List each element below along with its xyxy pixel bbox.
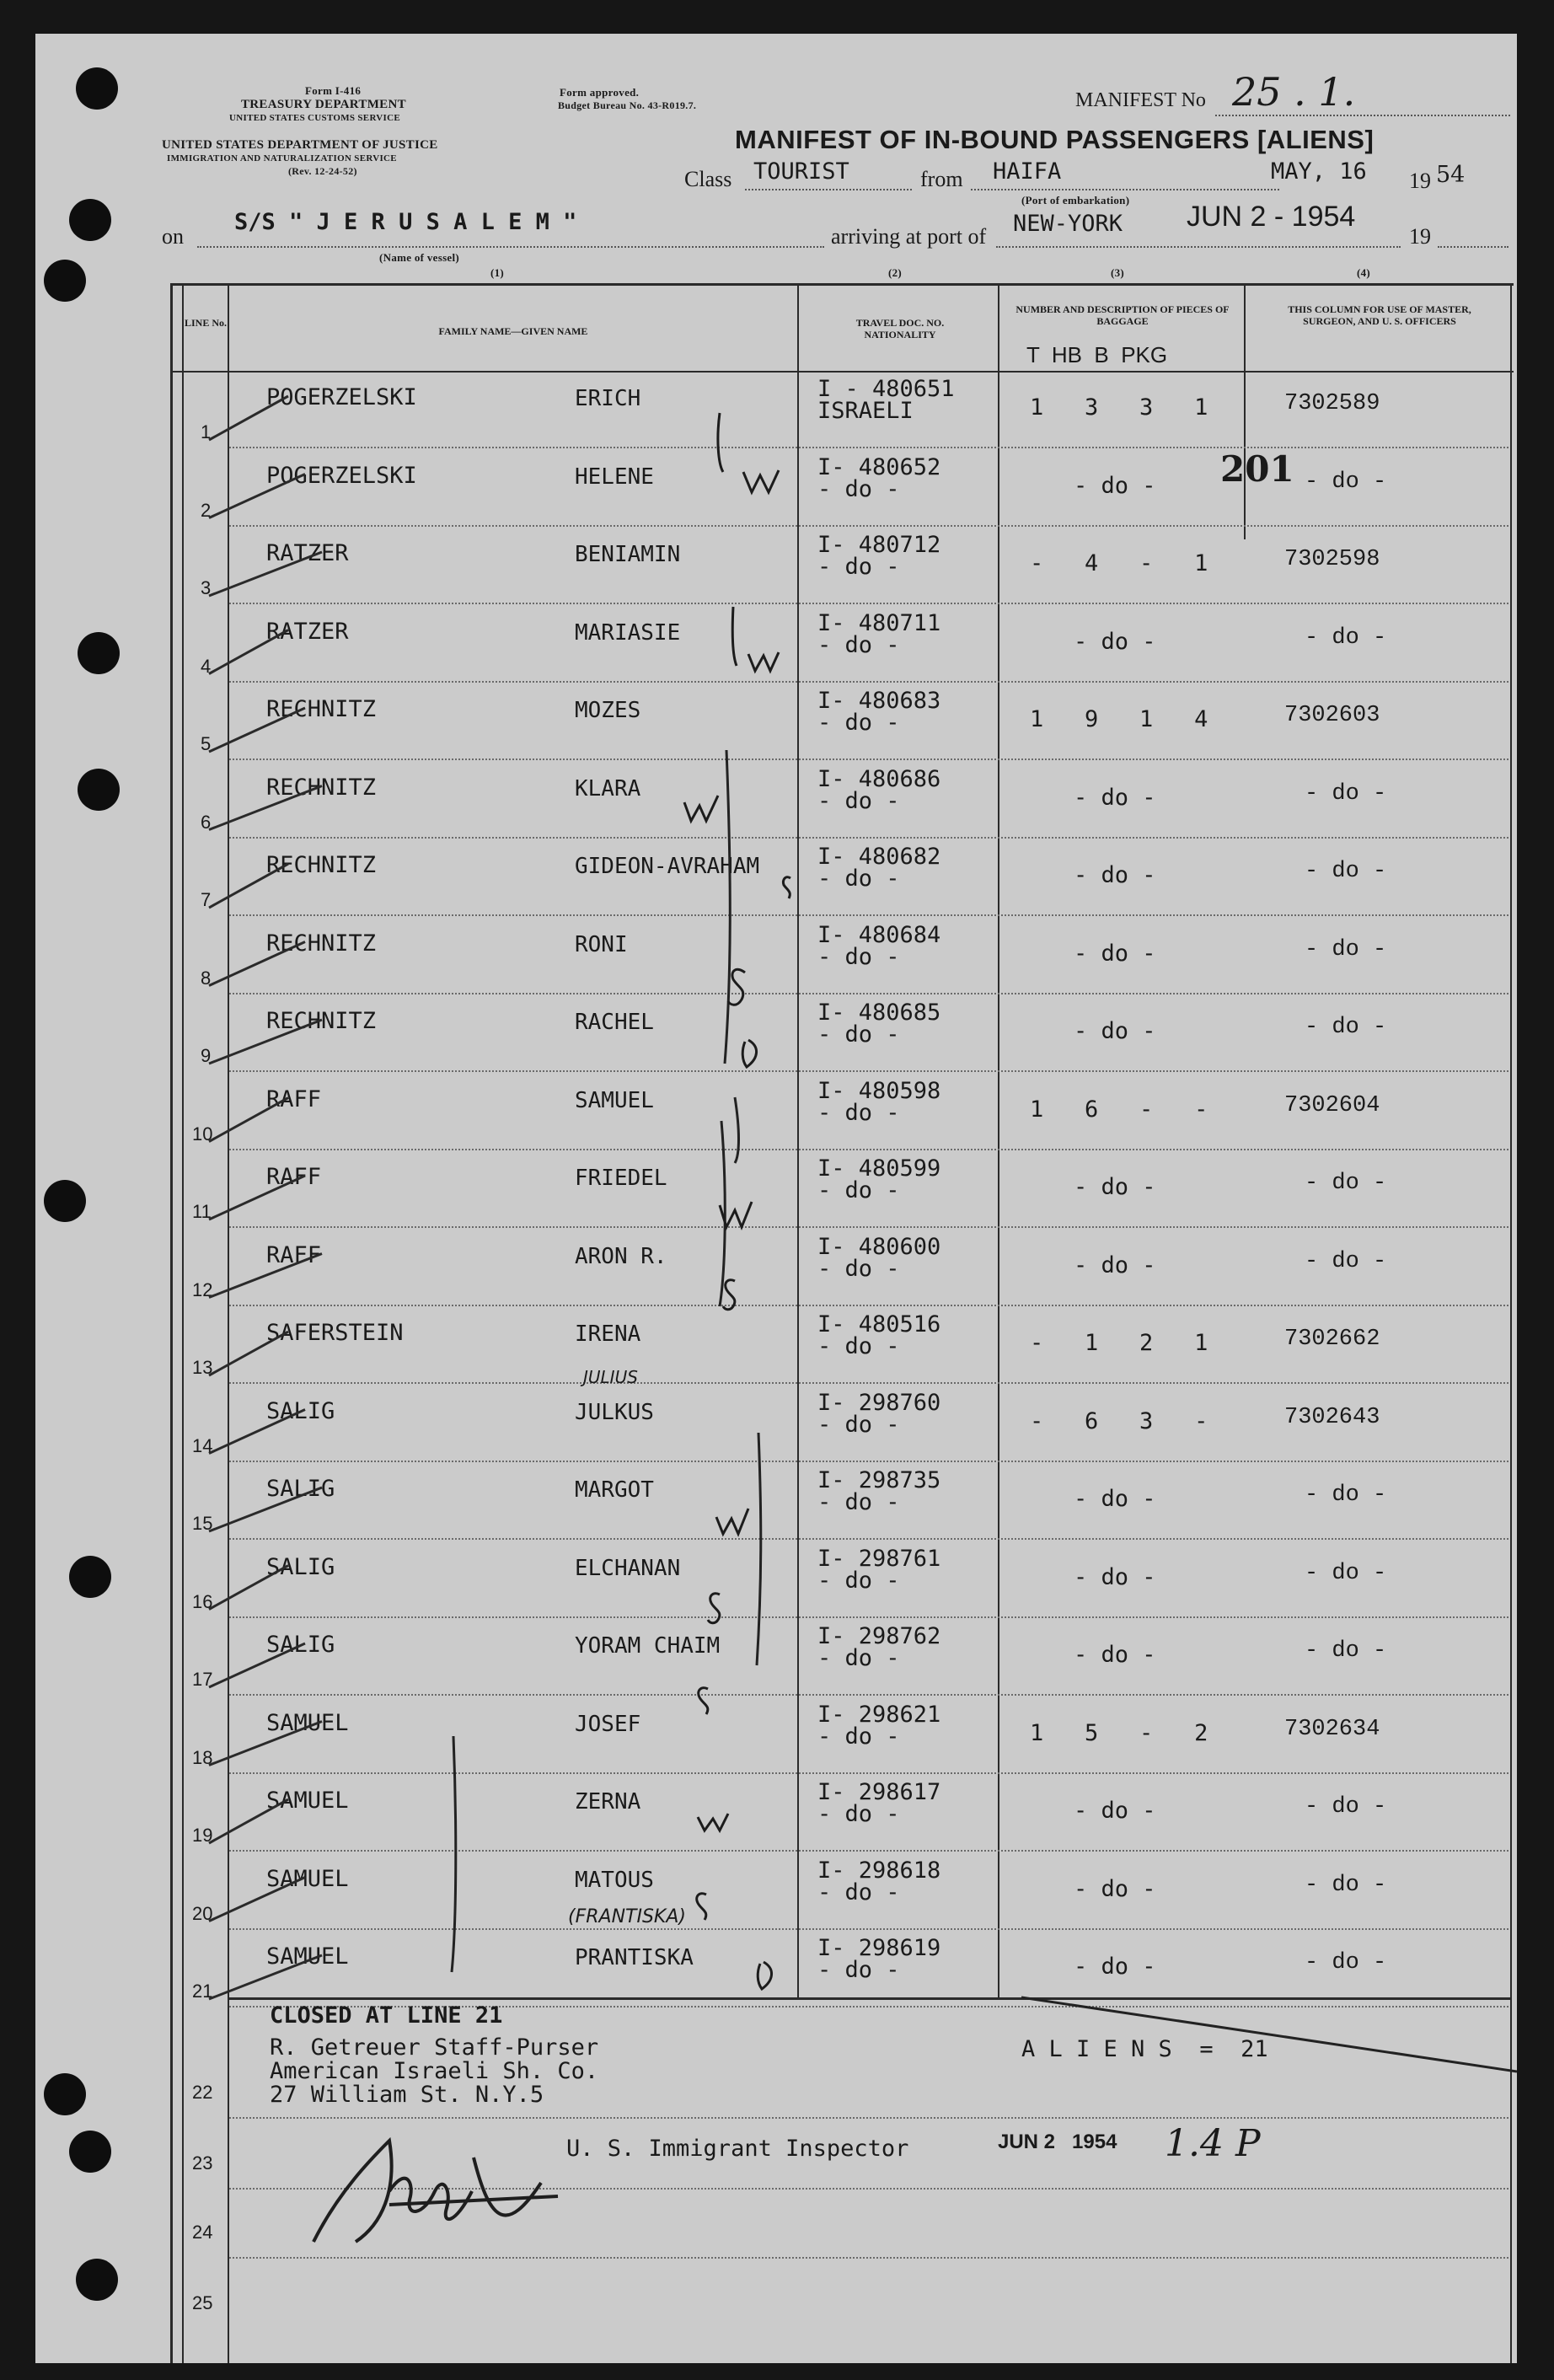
row-given-name: MARGOT bbox=[575, 1477, 654, 1503]
row-officer-number: 7302589 bbox=[1284, 391, 1380, 416]
row-given-name: PRANTISKA bbox=[575, 1945, 694, 1970]
row-line-number: 2 bbox=[201, 499, 212, 521]
row-line-number: 18 bbox=[192, 1746, 213, 1768]
row-given-name: HELENE bbox=[575, 464, 654, 490]
page-title: MANIFEST OF IN-BOUND PASSENGERS [ALIENS] bbox=[735, 125, 1374, 154]
row-given-name: ELCHANAN bbox=[575, 1555, 681, 1581]
row-travel-doc: I- 298618 bbox=[817, 1857, 941, 1884]
row-nationality: - do - bbox=[817, 554, 900, 580]
ins-label: IMMIGRATION AND NATURALIZATION SERVICE bbox=[167, 153, 397, 163]
row-family-name: RECHNITZ bbox=[266, 774, 377, 801]
row-officer-number: - do - bbox=[1305, 1638, 1387, 1664]
row-travel-doc: I- 480683 bbox=[817, 688, 941, 714]
col-num-1: (1) bbox=[490, 266, 505, 279]
row-line-number: 4 bbox=[201, 655, 212, 677]
row-travel-doc: I- 298621 bbox=[817, 1701, 941, 1728]
row-family-name: RECHNITZ bbox=[266, 930, 377, 957]
row-nationality: - do - bbox=[817, 1333, 900, 1359]
col-header-name: FAMILY NAME—GIVEN NAME bbox=[438, 325, 588, 337]
check-tick bbox=[209, 396, 288, 440]
row-baggage: - 6 3 - bbox=[1030, 1407, 1208, 1434]
inspector-initials: 1.4 P bbox=[1165, 2122, 1261, 2165]
row-travel-doc: I- 298617 bbox=[817, 1779, 941, 1805]
row-baggage: - 4 - 1 bbox=[1030, 550, 1208, 576]
row-family-name: SAMUEL bbox=[266, 1788, 349, 1814]
row-line-number: 22 bbox=[192, 2082, 213, 2103]
check-tick bbox=[209, 786, 322, 830]
row-travel-doc: I- 480600 bbox=[817, 1233, 941, 1260]
col-num-3: (3) bbox=[1111, 266, 1125, 279]
row-line-number: 14 bbox=[192, 1434, 213, 1456]
col-num-2: (2) bbox=[888, 266, 903, 279]
row-travel-doc: I- 480652 bbox=[817, 453, 941, 480]
treasury-label: TREASURY DEPARTMENT bbox=[241, 98, 406, 111]
row-officer-number: - do - bbox=[1305, 1794, 1387, 1820]
closed-at-line: CLOSED AT LINE 21 bbox=[270, 2002, 503, 2029]
col-header-line: LINE No. bbox=[184, 317, 227, 329]
check-tick bbox=[209, 1020, 322, 1064]
row-line-number: 9 bbox=[201, 1045, 212, 1066]
check-tick bbox=[209, 708, 305, 752]
row-line-number: 16 bbox=[192, 1590, 213, 1612]
check-tick bbox=[209, 1722, 322, 1766]
row-line-number: 6 bbox=[201, 811, 212, 833]
row-travel-doc: I- 298735 bbox=[817, 1467, 941, 1493]
row-baggage: - do - bbox=[1074, 1486, 1156, 1512]
check-tick bbox=[209, 1955, 322, 1999]
row-family-name: SALIG bbox=[266, 1476, 335, 1502]
check-tick bbox=[209, 1878, 305, 1922]
row-travel-doc: I - 480651 bbox=[817, 376, 955, 402]
row-given-name: YORAM CHAIM bbox=[575, 1633, 721, 1659]
row2-note: 201 bbox=[1220, 448, 1294, 490]
year-prefix: 19 bbox=[1409, 169, 1431, 193]
row-travel-doc: I- 480685 bbox=[817, 1000, 941, 1026]
check-tick bbox=[209, 1799, 288, 1843]
row-family-name: SALIG bbox=[266, 1397, 335, 1424]
row-given-name: JOSEF bbox=[575, 1711, 641, 1737]
row-given-name: ZERNA bbox=[575, 1789, 641, 1814]
row-baggage: 1 5 - 2 bbox=[1030, 1719, 1208, 1746]
row-given-name: KLARA bbox=[575, 775, 641, 801]
row-nationality: - do - bbox=[817, 943, 900, 970]
row-given-name: MOZES bbox=[575, 698, 641, 723]
row-baggage: - do - bbox=[1074, 1954, 1156, 1980]
row-travel-doc: I- 298761 bbox=[817, 1545, 941, 1572]
row-nationality: - do - bbox=[817, 1957, 900, 1983]
row-line-number: 13 bbox=[192, 1357, 213, 1378]
arrival-port: NEW-YORK bbox=[1013, 211, 1123, 237]
row-given-name: MARIASIE bbox=[575, 619, 681, 646]
check-tick bbox=[209, 1410, 305, 1454]
row-given-name: RACHEL bbox=[575, 1010, 654, 1035]
row-travel-doc: I- 298619 bbox=[817, 1935, 941, 1961]
row-line-number: 3 bbox=[201, 577, 212, 598]
row-officer-number: 7302634 bbox=[1284, 1716, 1380, 1742]
row-line-number: 19 bbox=[192, 1825, 213, 1846]
address-line: 27 William St. N.Y.5 bbox=[270, 2082, 544, 2108]
vessel-note: (Name of vessel) bbox=[379, 251, 460, 264]
row-travel-doc: I- 480682 bbox=[817, 844, 941, 870]
row-travel-doc: I- 480712 bbox=[817, 532, 941, 558]
col-header-baggage: NUMBER AND DESCRIPTION OF PIECES OF BAGGAGE bbox=[1015, 303, 1230, 327]
manifest-number: 25 . 1. bbox=[1232, 69, 1356, 115]
row-nationality: - do - bbox=[817, 1567, 900, 1594]
row-officer-number: - do - bbox=[1305, 1171, 1387, 1196]
check-tick bbox=[209, 474, 305, 518]
row-given-name: FRIEDEL bbox=[575, 1166, 667, 1191]
check-tick bbox=[209, 1566, 288, 1610]
manifest-sheet bbox=[35, 34, 1517, 2363]
rev-label: (Rev. 12-24-52) bbox=[288, 165, 357, 177]
class-label: Class bbox=[684, 167, 732, 191]
row-family-name: SALIG bbox=[266, 1553, 335, 1580]
row-given-name: ARON R. bbox=[575, 1243, 667, 1269]
row-officer-number: - do - bbox=[1305, 469, 1387, 495]
year-suffix: 54 bbox=[1436, 162, 1466, 188]
row-travel-doc: I- 480598 bbox=[817, 1077, 941, 1104]
row-line-number: 24 bbox=[192, 2222, 213, 2243]
form-approved: Form approved. bbox=[560, 86, 640, 99]
row-baggage: - do - bbox=[1074, 784, 1156, 811]
arrival-stamp: JUN 2 - 1954 bbox=[1187, 201, 1356, 233]
row-travel-doc: I- 298762 bbox=[817, 1623, 941, 1649]
check-tick bbox=[209, 942, 305, 986]
row-officer-number: 7302603 bbox=[1284, 703, 1380, 728]
row-baggage: - do - bbox=[1074, 1563, 1156, 1590]
row-nationality: - do - bbox=[817, 866, 900, 892]
vessel-name: S/S " J E R U S A L E M " bbox=[234, 209, 577, 235]
row-baggage: - do - bbox=[1074, 1875, 1156, 1902]
row-officer-number: - do - bbox=[1305, 1950, 1387, 1975]
row-family-name: RECHNITZ bbox=[266, 696, 377, 722]
row-family-name: SAMUEL bbox=[266, 1943, 349, 1970]
row-baggage: 1 3 3 1 bbox=[1030, 394, 1208, 421]
row-line-number: 5 bbox=[201, 733, 212, 754]
row-officer-number: - do - bbox=[1305, 624, 1387, 651]
form-number: Form I-416 bbox=[305, 84, 362, 97]
row-family-name: RAFF bbox=[266, 1085, 322, 1112]
row-baggage: - do - bbox=[1074, 1642, 1156, 1668]
row-given-name: MATOUS bbox=[575, 1867, 654, 1893]
row-line-number: 23 bbox=[192, 2152, 213, 2174]
row-line-number: 11 bbox=[192, 1201, 212, 1222]
row-baggage: - do - bbox=[1074, 1174, 1156, 1200]
row-nationality: - do - bbox=[817, 1801, 900, 1827]
aliens-total: A L I E N S = 21 bbox=[1021, 2036, 1268, 2062]
check-tick bbox=[209, 1098, 288, 1142]
row-family-name: SAMUEL bbox=[266, 1709, 349, 1736]
row-given-name: RONI bbox=[575, 931, 628, 957]
col-header-doc: TRAVEL DOC. NO. NATIONALITY bbox=[855, 317, 945, 340]
row-nationality: - do - bbox=[817, 1723, 900, 1750]
manifest-label: MANIFEST No bbox=[1075, 89, 1206, 111]
check-tick bbox=[209, 630, 288, 674]
row-baggage: - do - bbox=[1074, 1252, 1156, 1278]
row-officer-number: 7302598 bbox=[1284, 547, 1380, 572]
row-line-number: 10 bbox=[192, 1123, 213, 1144]
purser-line: R. Getreuer Staff-Purser bbox=[270, 2034, 599, 2061]
check-tick bbox=[209, 1254, 322, 1298]
row-officer-number: - do - bbox=[1305, 859, 1387, 884]
row-travel-doc: I- 480684 bbox=[817, 921, 941, 948]
row14-handwritten-name: JULIUS bbox=[583, 1367, 638, 1387]
row-given-name: ERICH bbox=[575, 386, 641, 411]
on-label: on bbox=[162, 224, 184, 249]
customs-label: UNITED STATES CUSTOMS SERVICE bbox=[229, 113, 401, 123]
row-family-name: SAMUEL bbox=[266, 1865, 349, 1892]
row-travel-doc: I- 480686 bbox=[817, 765, 941, 792]
row-officer-number: 7302604 bbox=[1284, 1092, 1380, 1118]
row-officer-number: - do - bbox=[1305, 1560, 1387, 1586]
row-travel-doc: I- 298760 bbox=[817, 1389, 941, 1416]
port-embarkation-note: (Port of embarkation) bbox=[1021, 194, 1130, 206]
budget-bureau: Budget Bureau No. 43-R019.7. bbox=[558, 99, 697, 111]
row-travel-doc: I- 480516 bbox=[817, 1311, 941, 1337]
row-line-number: 17 bbox=[192, 1669, 213, 1690]
row21-handwritten-name: (FRANTISKA) bbox=[568, 1906, 686, 1927]
row-officer-number: - do - bbox=[1305, 1482, 1387, 1508]
row-officer-number: - do - bbox=[1305, 1015, 1387, 1040]
row-travel-doc: I- 480599 bbox=[817, 1155, 941, 1182]
row-nationality: - do - bbox=[817, 1255, 900, 1282]
row-given-name: JULKUS bbox=[575, 1399, 654, 1425]
row-nationality: - do - bbox=[817, 1021, 900, 1048]
arrival-year: 19 bbox=[1409, 224, 1431, 249]
row-baggage: - do - bbox=[1074, 472, 1156, 499]
row-nationality: - do - bbox=[817, 1879, 900, 1906]
check-tick bbox=[209, 864, 288, 908]
class-value: TOURIST bbox=[753, 158, 849, 185]
justice-label: UNITED STATES DEPARTMENT OF JUSTICE bbox=[162, 138, 438, 152]
row-line-number: 15 bbox=[192, 1513, 213, 1534]
row-nationality: ISRAELI bbox=[817, 398, 914, 424]
row-nationality: - do - bbox=[817, 1411, 900, 1438]
row-officer-number: - do - bbox=[1305, 936, 1387, 962]
col-num-4: (4) bbox=[1357, 266, 1371, 279]
row-line-number: 7 bbox=[201, 889, 212, 910]
row-family-name: RECHNITZ bbox=[266, 1008, 377, 1034]
row-baggage: - do - bbox=[1074, 1018, 1156, 1044]
inspector-label: U. S. Immigrant Inspector bbox=[566, 2136, 909, 2162]
row-baggage: - do - bbox=[1074, 628, 1156, 655]
row-line-number: 12 bbox=[192, 1278, 213, 1300]
inspector-stamp-date: JUN 2 1954 bbox=[998, 2131, 1117, 2153]
company-line: American Israeli Sh. Co. bbox=[270, 2058, 599, 2084]
row-nationality: - do - bbox=[817, 631, 900, 658]
row-family-name: POGERZELSKI bbox=[266, 384, 417, 410]
check-tick bbox=[209, 552, 322, 596]
row-given-name: BENIAMIN bbox=[575, 542, 681, 567]
row-family-name: RAFF bbox=[266, 1241, 322, 1268]
sailing-date: MAY, 16 bbox=[1271, 158, 1367, 185]
arriving-label: arriving at port of bbox=[831, 224, 987, 249]
row-nationality: - do - bbox=[817, 710, 900, 736]
row-family-name: SAFERSTEIN bbox=[266, 1320, 404, 1346]
row-baggage: 1 9 1 4 bbox=[1030, 706, 1208, 732]
row-family-name: SALIG bbox=[266, 1632, 335, 1658]
row-family-name: POGERZELSKI bbox=[266, 462, 417, 489]
row-officer-number: - do - bbox=[1305, 1248, 1387, 1274]
row-baggage: 1 6 - - bbox=[1030, 1096, 1208, 1123]
row-given-name: IRENA bbox=[575, 1321, 641, 1347]
row-family-name: RECHNITZ bbox=[266, 852, 377, 878]
row-nationality: - do - bbox=[817, 1099, 900, 1126]
row-officer-number: 7302662 bbox=[1284, 1327, 1380, 1352]
row-nationality: - do - bbox=[817, 475, 900, 502]
row-nationality: - do - bbox=[817, 1489, 900, 1515]
check-tick bbox=[209, 1332, 288, 1375]
check-tick bbox=[209, 1643, 305, 1687]
row-family-name: RATZER bbox=[266, 618, 349, 645]
row-officer-number: - do - bbox=[1305, 780, 1387, 807]
from-label: from bbox=[920, 167, 963, 191]
row-travel-doc: I- 480711 bbox=[817, 609, 941, 636]
row-line-number: 20 bbox=[192, 1902, 213, 1924]
row-baggage: - 1 2 1 bbox=[1030, 1330, 1208, 1356]
from-value: HAIFA bbox=[993, 158, 1062, 185]
row-given-name: GIDEON-AVRAHAM bbox=[575, 854, 760, 879]
row-baggage: - do - bbox=[1074, 862, 1156, 888]
check-tick bbox=[209, 1488, 322, 1531]
row-nationality: - do - bbox=[817, 1645, 900, 1671]
col-header-baggage-sub: T HB B PKG bbox=[1026, 342, 1168, 367]
row-line-number: 8 bbox=[201, 967, 212, 989]
row-line-number: 21 bbox=[192, 1981, 213, 2002]
row-nationality: - do - bbox=[817, 787, 900, 814]
col-header-officers: THIS COLUMN FOR USE OF MASTER, SURGEON, AND U. S. OFFICERS bbox=[1288, 303, 1471, 327]
row-family-name: RATZER bbox=[266, 540, 349, 566]
row-baggage: - do - bbox=[1074, 1798, 1156, 1824]
row-nationality: - do - bbox=[817, 1177, 900, 1203]
row-line-number: 1 bbox=[201, 421, 212, 442]
row-officer-number: - do - bbox=[1305, 1872, 1387, 1898]
row-given-name: SAMUEL bbox=[575, 1087, 654, 1113]
check-tick bbox=[209, 1176, 305, 1219]
row-officer-number: 7302643 bbox=[1284, 1404, 1380, 1430]
row-family-name: RAFF bbox=[266, 1164, 322, 1190]
row-line-number: 25 bbox=[192, 2292, 213, 2313]
row-baggage: - do - bbox=[1074, 940, 1156, 967]
pen-marks bbox=[35, 34, 1517, 2363]
